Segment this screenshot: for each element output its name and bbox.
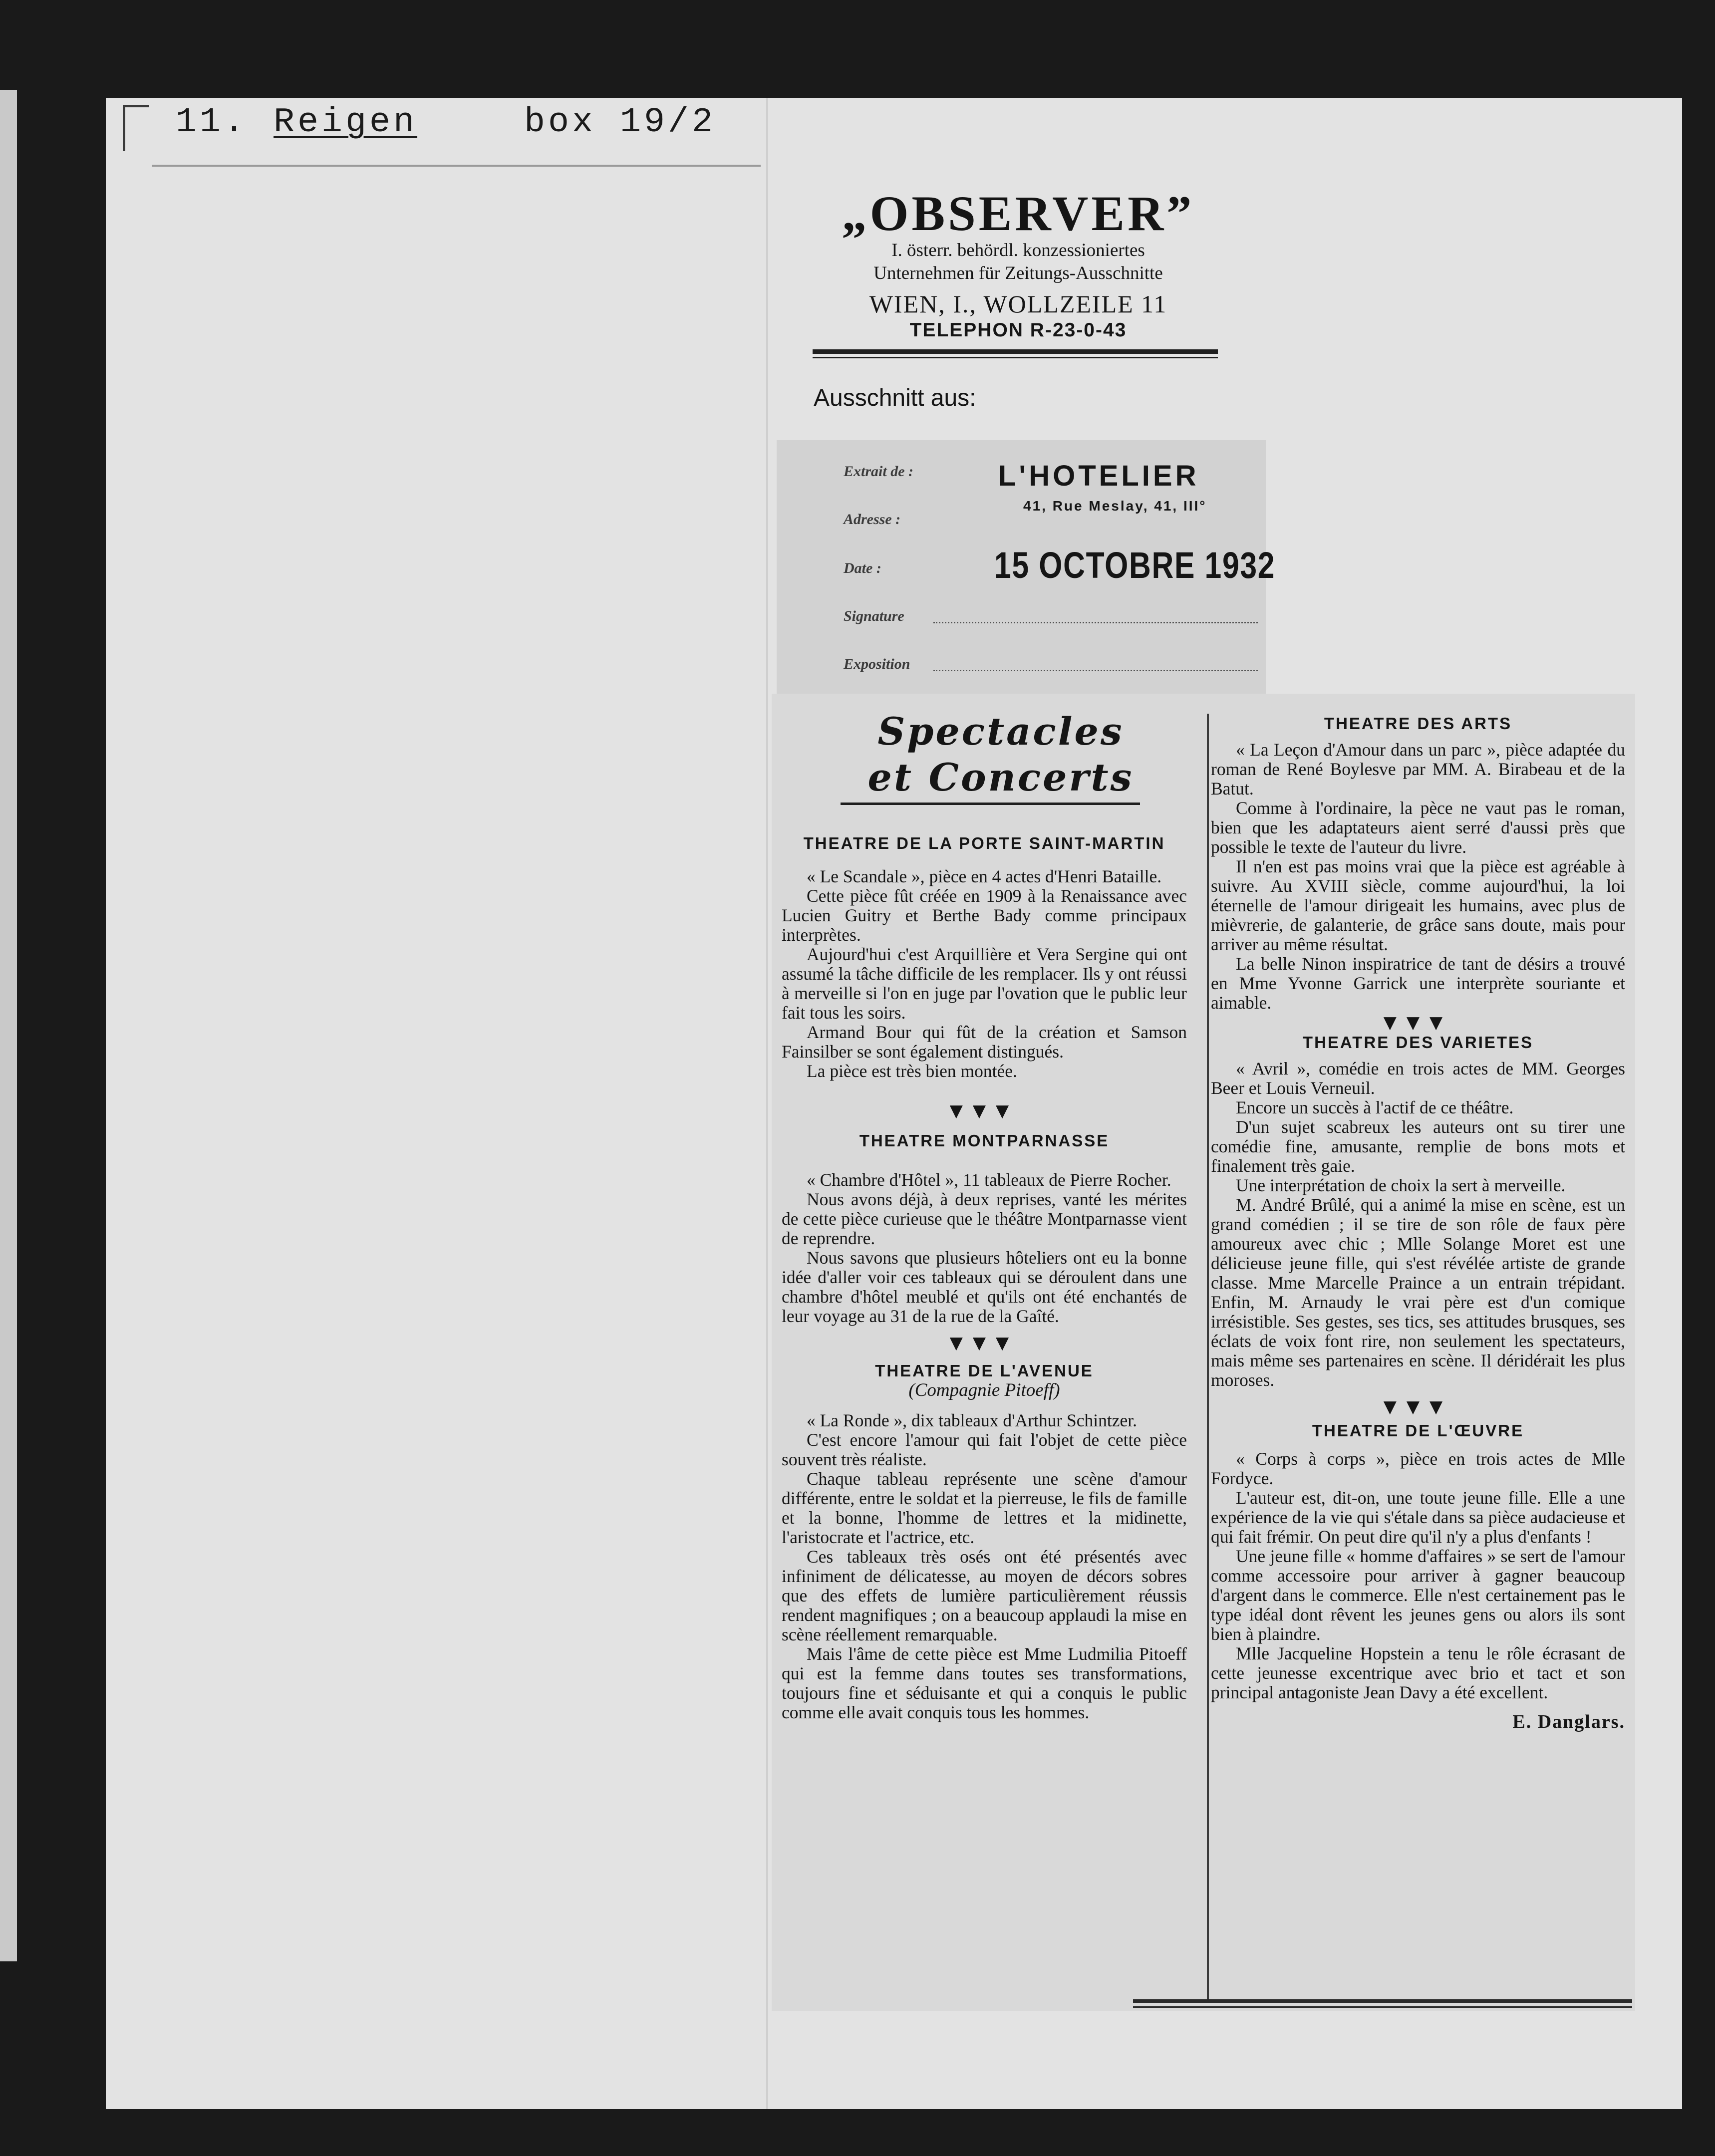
paragraph: « Le Scandale », pièce en 4 actes d'Henri Bataille.: [807, 866, 1162, 886]
column-rule: [1207, 714, 1209, 2001]
paragraph: Il n'en est pas moins vrai que la pièce est agréable à suivre. Au XVIII siècle, comme aujourd'hui, la loi éternelle de l'amour dirigeait les humains, avec plus de mièvrerie, de galanterie, de grâce sans doute, mais pour arriver au même résultat.: [1211, 856, 1625, 954]
observer-line1: I. österr. behördl. konzessioniertes: [891, 240, 1145, 261]
slip-signature-dots: [933, 622, 1258, 623]
right-column: [1211, 714, 1625, 1732]
section-heading: THEATRE DE L'AVENUE: [875, 1361, 1094, 1380]
article-signature: E. Danglars.: [1512, 1711, 1625, 1732]
slip-label-signature: Signature: [844, 608, 904, 624]
paragraph: L'auteur est, dit-on, une toute jeune fille. Elle a une expérience de la vie qui s'étale dans sa pièce audacieuse et qui fait frémir. On peut dire qu'il n'y a plus d'enfants !: [1211, 1488, 1625, 1547]
paragraph: M. André Brûlé, qui a animé la mise en scène, est un grand comédien ; il se tire de son rôle de faux père amoureux avec chic ; Mlle Solange Moret est une délicieuse jeune fille, qui s'est révélée artiste de grande classe. Mme Marcelle Praince a un entrain trépidant. Enfin, M. Arnaudy le vrai père est d'un comique irrésistible. Ses gestes, ses tics, ses attitudes brusques, ses éclats de voix font rire, non seulement les spectateurs, mais même ses partenaires en scène. Il déridérait les plus moroses.: [1211, 1195, 1625, 1390]
slip-label-date: Date :: [844, 560, 881, 576]
slip-exposition-dots: [933, 670, 1258, 671]
paragraph: Cette pièce fût créée en 1909 à la Renaissance avec Lucien Guitry et Berthe Bady comme principaux interprètes.: [782, 886, 1187, 945]
title-underline: [841, 803, 1140, 805]
paragraph: « Avril », comédie en trois actes de MM. Georges Beer et Louis Verneuil.: [1211, 1059, 1625, 1098]
observer-phone: TELEPHON R-23-0-43: [909, 319, 1127, 341]
paragraph: Nous savons que plusieurs hôteliers ont eu la bonne idée d'aller voir ces tableaux qui se déroulent dans une chambre d'hôtel meublé et qu'ils ont été enchantés de leur voyage au 31 de la rue de la Gaîté.: [782, 1248, 1187, 1326]
observer-address: WIEN, I., WOLLZEILE 11: [869, 290, 1167, 318]
paragraph: La pièce est très bien montée.: [807, 1061, 1017, 1081]
header-rule: [152, 165, 761, 167]
paragraph: Nous avons déjà, à deux reprises, vanté les mérites de cette pièce curieuse que le théâtre Montparnasse vient de reprendre.: [782, 1189, 1187, 1248]
observer-rule-thin: [813, 357, 1218, 358]
paragraph: Comme à l'ordinaire, la pèce ne vaut pas le roman, bien que les adaptateurs aient serré d'aussi près que possible le texte de l'auteur du livre.: [1211, 798, 1625, 857]
left-column: [782, 833, 1187, 1722]
separator-triangles: ▼▼▼: [949, 1333, 1019, 1353]
archive-number: 11.: [176, 103, 248, 142]
observer-rule-thick: [813, 349, 1218, 354]
paragraph: « La Ronde », dix tableaux d'Arthur Schintzer.: [807, 1410, 1138, 1430]
paragraph: « Chambre d'Hôtel », 11 tableaux de Pierre Rocher.: [807, 1170, 1171, 1190]
section-heading: THEATRE DE L'ŒUVRE: [1312, 1421, 1524, 1440]
archive-box: box 19/2: [524, 103, 716, 142]
observer-line2: Unternehmen für Zeitungs-Ausschnitte: [873, 263, 1163, 283]
separator-triangles: ▼▼▼: [1383, 1013, 1453, 1033]
paragraph: Mlle Jacqueline Hopstein a tenu le rôle écrasant de cette jeunesse excentrique avec brio et tact et son principal antagoniste Jean Davy a été excellent.: [1211, 1643, 1625, 1702]
paragraph: Une interprétation de choix la sert à merveille.: [1236, 1175, 1566, 1195]
section-heading: THEATRE DE LA PORTE SAINT-MARTIN: [803, 834, 1165, 852]
separator-triangles: ▼▼▼: [949, 1101, 1019, 1121]
paragraph: Armand Bour qui fût de la création et Samson Fainsilber se sont également distingués.: [782, 1022, 1187, 1062]
paragraph: Aujourd'hui c'est Arquillière et Vera Sergine qui ont assumé la tâche difficile de les remplacer. Ils y ont réussi à merveille si l'on en juge par l'ovation que le public leur fait tous les soirs.: [782, 944, 1187, 1023]
card-corner-mark: [123, 105, 149, 151]
paragraph: « Corps à corps », pièce en trois actes de Mlle Fordyce.: [1211, 1449, 1625, 1488]
paragraph: Chaque tableau représente une scène d'amour différente, entre le soldat et la pierreuse, le fils de famille et la bonne, l'homme de lettres et la midinette, l'aristocrate et l'actrice, etc.: [782, 1469, 1187, 1547]
card-fold: [766, 98, 768, 2109]
adjacent-page-edge: [0, 90, 17, 1961]
slip-label-exposition: Exposition: [844, 656, 910, 672]
slip-publication: L'HOTELIER: [998, 460, 1199, 492]
section-heading: THEATRE MONTPARNASSE: [859, 1131, 1110, 1150]
paragraph: D'un sujet scabreux les auteurs ont su tirer une comédie fine, amusante, remplie de bons mots et finalement très gaie.: [1211, 1117, 1625, 1176]
article-title-line2: et Concerts: [867, 755, 1134, 800]
ausschnitt-label: Ausschnitt aus:: [814, 385, 976, 411]
article-title-line1: Spectacles: [877, 709, 1124, 754]
observer-name: „OBSERVER”: [842, 186, 1195, 241]
paragraph: Ces tableaux très osés ont été présentés avec infiniment de délicatesse, au moyen de décors sobres que des effets de lumière particulièrement réussis rendent magnifiques ; on a beaucoup applaudi la mise en scène réellement remarquable.: [782, 1547, 1187, 1644]
paragraph: « La Leçon d'Amour dans un parc », pièce adaptée du roman de René Boylesve par MM. A. Birabeau et de la Batut.: [1211, 740, 1625, 799]
paragraph: Encore un succès à l'actif de ce théâtre.: [1236, 1097, 1514, 1117]
section-subheading: (Compagnie Pitoeff): [908, 1380, 1060, 1400]
paragraph: La belle Ninon inspiratrice de tant de désirs a trouvé en Mme Yvonne Garrick une interprète souriante et aimable.: [1211, 954, 1625, 1013]
archive-title: Reigen: [274, 103, 418, 142]
paragraph: C'est encore l'amour qui fait l'objet de cette pièce souvent très réaliste.: [782, 1430, 1187, 1469]
paragraph: Mais l'âme de cette pièce est Mme Ludmilia Pitoeff qui est la femme dans toutes ses transformations, toujours fine et séduisante et qui a conquis le public comme elle avait conquis tous les hommes.: [782, 1644, 1187, 1722]
section-heading: THEATRE DES ARTS: [1324, 714, 1512, 733]
slip-label-adresse: Adresse :: [844, 511, 901, 528]
section-heading: THEATRE DES VARIETES: [1302, 1033, 1534, 1052]
footer-rule-thin: [1133, 2006, 1632, 2008]
slip-date: 15 OCTOBRE 1932: [994, 544, 1276, 586]
slip-label-extrait: Extrait de :: [844, 463, 913, 480]
footer-rule-thick: [1133, 1999, 1632, 2003]
separator-triangles: ▼▼▼: [1383, 1397, 1453, 1417]
paragraph: Une jeune fille « homme d'affaires » se sert de l'amour comme accessoire pour arriver à gagner beaucoup d'argent dans le commerce. Elle n'est certainement pas le type idéal dont rêvent les jeunes gens ou alors ils sont bien à plaindre.: [1211, 1546, 1625, 1644]
slip-pub-address: 41, Rue Meslay, 41, III°: [1023, 498, 1207, 514]
